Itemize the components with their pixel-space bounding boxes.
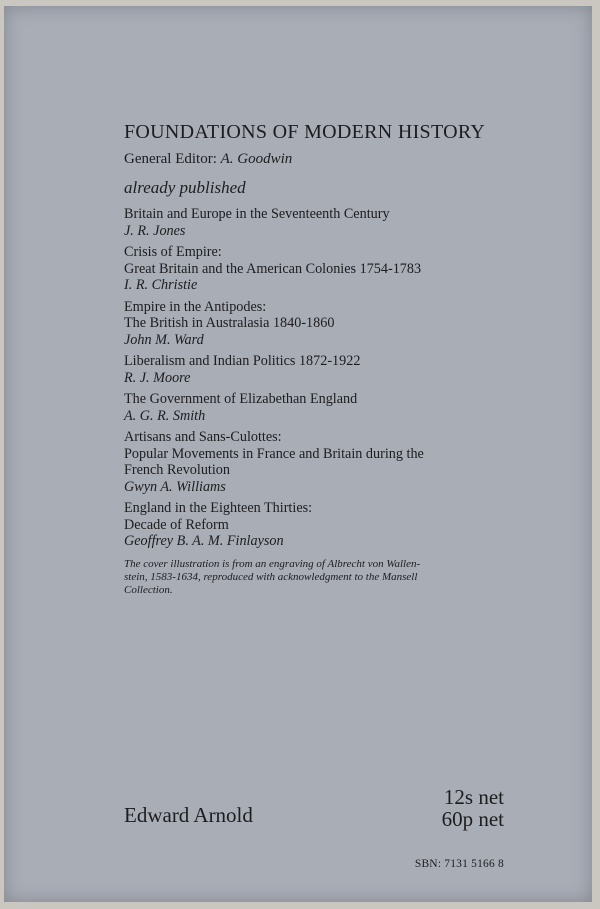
caption-line: stein, 1583-1634, reproduced with acknowledgment to the Mansell bbox=[124, 571, 418, 583]
price-pence: 60p net bbox=[441, 807, 504, 831]
cover-illustration-caption bbox=[124, 558, 506, 597]
general-editor-line bbox=[124, 151, 292, 168]
book-title-line: Crisis of Empire: bbox=[124, 244, 222, 260]
book-entry bbox=[124, 206, 506, 239]
book-title-line: England in the Eighteen Thirties: bbox=[124, 500, 313, 516]
back-cover bbox=[4, 6, 592, 902]
book-list bbox=[124, 206, 506, 555]
book-author: R. J. Moore bbox=[124, 369, 191, 386]
already-published-heading: already published bbox=[124, 178, 246, 197]
book-title-line: Decade of Reform bbox=[124, 516, 229, 533]
book-author: J. R. Jones bbox=[124, 222, 186, 239]
publisher-name: Edward Arnold bbox=[124, 803, 253, 827]
caption-line: Collection. bbox=[124, 584, 173, 596]
book-author: I. R. Christie bbox=[124, 277, 198, 293]
series-title: FOUNDATIONS OF MODERN HISTORY bbox=[124, 121, 486, 143]
book-entry bbox=[124, 429, 506, 495]
book-entry bbox=[124, 353, 506, 386]
book-author: Geoffrey B. A. M. Finlayson bbox=[124, 533, 284, 549]
book-author: A. G. R. Smith bbox=[124, 407, 206, 424]
book-title-line: The British in Australasia 1840-1860 bbox=[124, 315, 335, 331]
price-shillings: 12s net bbox=[443, 785, 504, 809]
book-title-line: Artisans and Sans-Culottes: bbox=[124, 429, 282, 445]
book-title-line: French Revolution bbox=[124, 462, 230, 478]
book-entry bbox=[124, 391, 506, 424]
book-title-line: Popular Movements in France and Britain during the bbox=[124, 445, 424, 462]
book-title-line: Liberalism and Indian Politics 1872-1922 bbox=[124, 353, 361, 369]
book-title-line: Empire in the Antipodes: bbox=[124, 298, 267, 315]
price-block bbox=[384, 786, 504, 830]
general-editor-label: General Editor: bbox=[124, 151, 217, 167]
caption-line: The cover illustration is from an engraving of Albrecht von Wallen- bbox=[124, 558, 421, 570]
sbn-number: SBN: 7131 5166 8 bbox=[414, 858, 504, 870]
book-author: John M. Ward bbox=[124, 331, 204, 348]
book-entry bbox=[124, 244, 506, 294]
book-entry bbox=[124, 299, 506, 349]
book-title-line: Great Britain and the American Colonies 1754-1783 bbox=[124, 260, 422, 277]
book-title-line: The Government of Elizabethan England bbox=[124, 391, 358, 407]
book-author: Gwyn A. Williams bbox=[124, 478, 226, 495]
general-editor-name: A. Goodwin bbox=[220, 151, 293, 167]
book-entry bbox=[124, 500, 506, 550]
book-title-line: Britain and Europe in the Seventeenth Century bbox=[124, 206, 390, 222]
